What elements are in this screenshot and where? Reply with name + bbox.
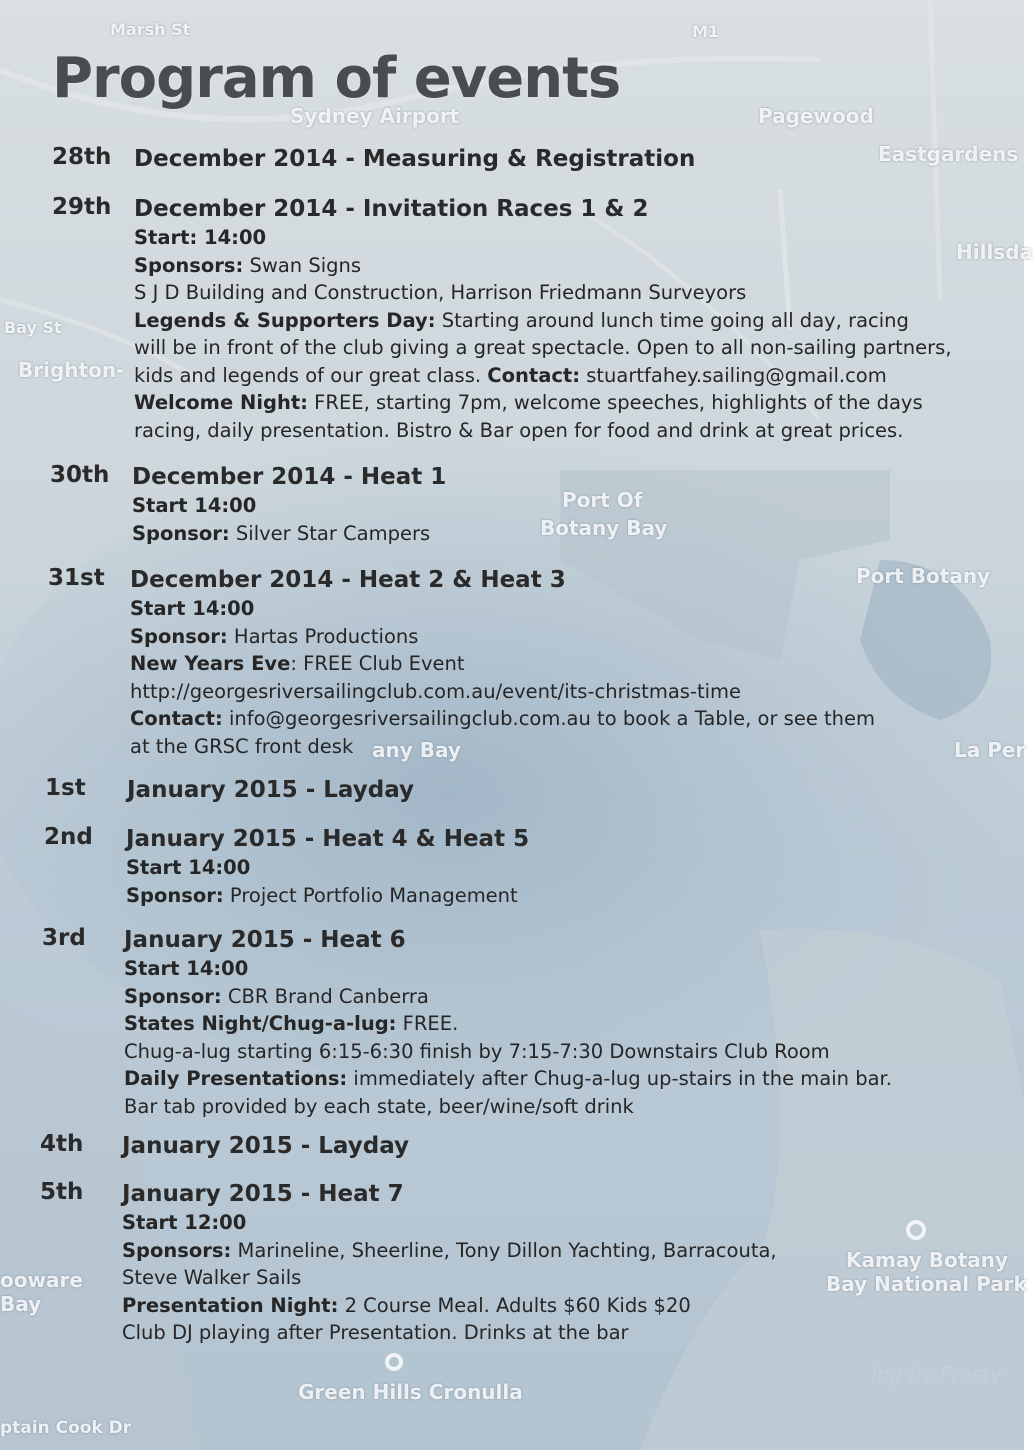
event-detail-line [130, 595, 875, 623]
event-detail-line [134, 252, 952, 280]
detail-text: CBR Brand Canberra [221, 984, 429, 1008]
event-detail-line [126, 854, 529, 882]
event-detail-line [124, 1093, 892, 1121]
event-detail-line [124, 1038, 892, 1066]
event-detail-line [134, 362, 952, 390]
map-label-brighton: Brighton- [18, 358, 125, 382]
event-date-number: 2nd [44, 824, 93, 850]
event-day [44, 824, 530, 909]
event-date-number: 29th [52, 194, 112, 220]
event-date-number: 28th [52, 144, 112, 170]
map-label-bay-st: Bay St [4, 318, 62, 337]
event-heading: December 2014 - Heat 2 & Heat 3 [130, 567, 566, 593]
event-day [42, 925, 892, 1120]
event-heading: December 2014 - Measuring & Registration [134, 146, 696, 172]
event-date-number: 1st [45, 775, 86, 801]
event-heading: January 2015 - Heat 7 [122, 1181, 404, 1207]
event-heading: December 2014 - Invitation Races 1 & 2 [134, 196, 649, 222]
event-heading: December 2014 - Heat 1 [132, 464, 447, 490]
map-label-kamay-2: Bay National Park [826, 1272, 1027, 1296]
detail-text: Marineline, Sheerline, Tony Dillon Yachting, Barracouta, [231, 1238, 777, 1262]
event-detail-line [124, 1010, 892, 1038]
detail-text: info@georgesriversailingclub.com.au to book a Table, or see them [222, 707, 876, 730]
detail-text: will be in front of the club giving a great spectacle. Open to all non-sailing partners, [134, 336, 952, 359]
photo-credit: jpg by Frosty [871, 1362, 1002, 1386]
map-label-sydney-airport: Sydney Airport [290, 104, 460, 128]
detail-label: Start 14:00 [124, 957, 249, 980]
event-detail-line [124, 1065, 892, 1093]
detail-text: : FREE Club Event [290, 652, 465, 675]
detail-label: Sponsors: [134, 253, 244, 277]
map-label-kurnell-left-1: ooware [0, 1268, 83, 1292]
detail-label: Start: 14:00 [134, 226, 267, 249]
event-detail-line [122, 1209, 777, 1237]
detail-label: Welcome Night: [134, 391, 308, 414]
detail-text: at the GRSC front desk [130, 734, 354, 758]
detail-text: Starting around lunch time going all day, racing [435, 308, 909, 332]
detail-label: Start 14:00 [126, 856, 251, 879]
event-date-number: 3rd [42, 925, 86, 951]
map-label-green-hills: Green Hills Cronulla [298, 1380, 523, 1404]
map-label-botany-bay: any Bay [372, 738, 461, 762]
detail-text: 2 Course Meal. Adults $60 Kids $20 [338, 1293, 691, 1317]
detail-label: Presentation Night: [122, 1293, 339, 1317]
detail-label: New Years Eve [130, 652, 291, 675]
event-detail-line [124, 955, 892, 983]
detail-text: FREE, starting 7pm, welcome speeches, highlights of the days [307, 391, 923, 414]
event-day [45, 775, 414, 805]
detail-label: Start 14:00 [132, 494, 257, 517]
detail-text: Club DJ playing after Presentation. Drinks at the bar [122, 1321, 629, 1344]
detail-label: Daily Presentations: [124, 1067, 348, 1090]
detail-text: http://georgesriversailingclub.com.au/event/its-christmas-time [130, 679, 742, 703]
detail-text: Hartas Productions [227, 624, 419, 648]
detail-text: Chug-a-lug starting 6:15-6:30 finish by 7:15-7:30 Downstairs Club Room [124, 1039, 830, 1063]
detail-text: S J D Building and Construction, Harrison Friedmann Surveyors [134, 281, 747, 304]
map-label-pagewood: Pagewood [758, 104, 874, 128]
detail-text: FREE. [396, 1012, 459, 1035]
event-detail-line [130, 705, 875, 733]
map-label-la-perouse: La Per [954, 738, 1026, 762]
event-detail-line [126, 882, 529, 910]
detail-label: States Night/Chug-a-lug: [124, 1012, 397, 1035]
page-title: Program of events [52, 46, 621, 111]
detail-text: Project Portfolio Management [223, 883, 518, 907]
event-detail-line [134, 279, 952, 307]
event-date-number: 4th [40, 1131, 84, 1157]
event-day [52, 144, 696, 174]
event-heading: January 2015 - Heat 6 [124, 927, 406, 953]
map-label-port-of-botany-1: Port Of [562, 488, 643, 512]
map-label-marsh-st: Marsh St [110, 20, 191, 39]
detail-text: Bar tab provided by each state, beer/wine/soft drink [124, 1094, 634, 1118]
event-day [48, 565, 876, 760]
detail-text: Swan Signs [243, 253, 362, 277]
event-detail-line [130, 678, 875, 706]
event-detail-line [132, 520, 446, 548]
event-detail-line [132, 492, 446, 520]
event-detail-line [134, 417, 952, 445]
event-detail-line [134, 307, 952, 335]
map-label-kamay-1: Kamay Botany [846, 1248, 1009, 1272]
map-label-port-of-botany-2: Botany Bay [540, 516, 668, 540]
event-heading: January 2015 - Layday [122, 1133, 409, 1159]
event-day [50, 462, 447, 547]
detail-label: Start 14:00 [130, 597, 255, 620]
event-detail-line [122, 1292, 777, 1320]
detail-text: racing, daily presentation. Bistro & Bar open for food and drink at great prices. [134, 418, 904, 442]
detail-label: Sponsor: [132, 521, 230, 545]
map-label-eastgardens: Eastgardens [878, 142, 1019, 166]
event-heading: January 2015 - Heat 4 & Heat 5 [126, 826, 530, 852]
event-date-number: 5th [40, 1179, 84, 1205]
detail-label: Contact: [130, 707, 223, 730]
event-detail-line [122, 1319, 777, 1347]
event-date-number: 31st [48, 565, 105, 591]
detail-label: Legends & Supporters Day: [134, 308, 436, 332]
event-detail-line [130, 733, 875, 761]
detail-text: immediately after Chug-a-lug up-stairs in the main bar. [347, 1067, 892, 1090]
detail-label: Contact: [487, 363, 581, 387]
map-label-port-botany: Port Botany [856, 564, 991, 588]
detail-text: Silver Star Campers [229, 521, 431, 545]
map-label-m1: M1 [692, 22, 720, 41]
map-label-hillsdale: Hillsda [956, 240, 1033, 264]
event-detail-line [130, 650, 875, 678]
detail-label: Sponsors: [122, 1238, 232, 1262]
detail-text: Steve Walker Sails [122, 1266, 302, 1289]
event-detail-line [134, 334, 952, 362]
detail-text: stuartfahey.sailing@gmail.com [580, 363, 887, 387]
map-label-captain-cook: ptain Cook Dr [0, 1418, 132, 1438]
detail-label: Start 12:00 [122, 1211, 247, 1234]
detail-text: kids and legends of our great class. [134, 363, 488, 387]
detail-label: Sponsor: [130, 624, 228, 648]
detail-label: Sponsor: [124, 984, 222, 1008]
event-detail-line [134, 224, 952, 252]
event-detail-line [122, 1264, 777, 1292]
event-detail-line [122, 1237, 777, 1265]
event-day [40, 1131, 409, 1161]
event-date-number: 30th [50, 462, 110, 488]
detail-label: Sponsor: [126, 883, 224, 907]
map-label-kurnell-left-2: Bay [0, 1292, 42, 1316]
event-heading: January 2015 - Layday [127, 777, 414, 803]
event-detail-line [124, 983, 892, 1011]
event-detail-line [130, 623, 875, 651]
event-detail-line [134, 389, 952, 417]
